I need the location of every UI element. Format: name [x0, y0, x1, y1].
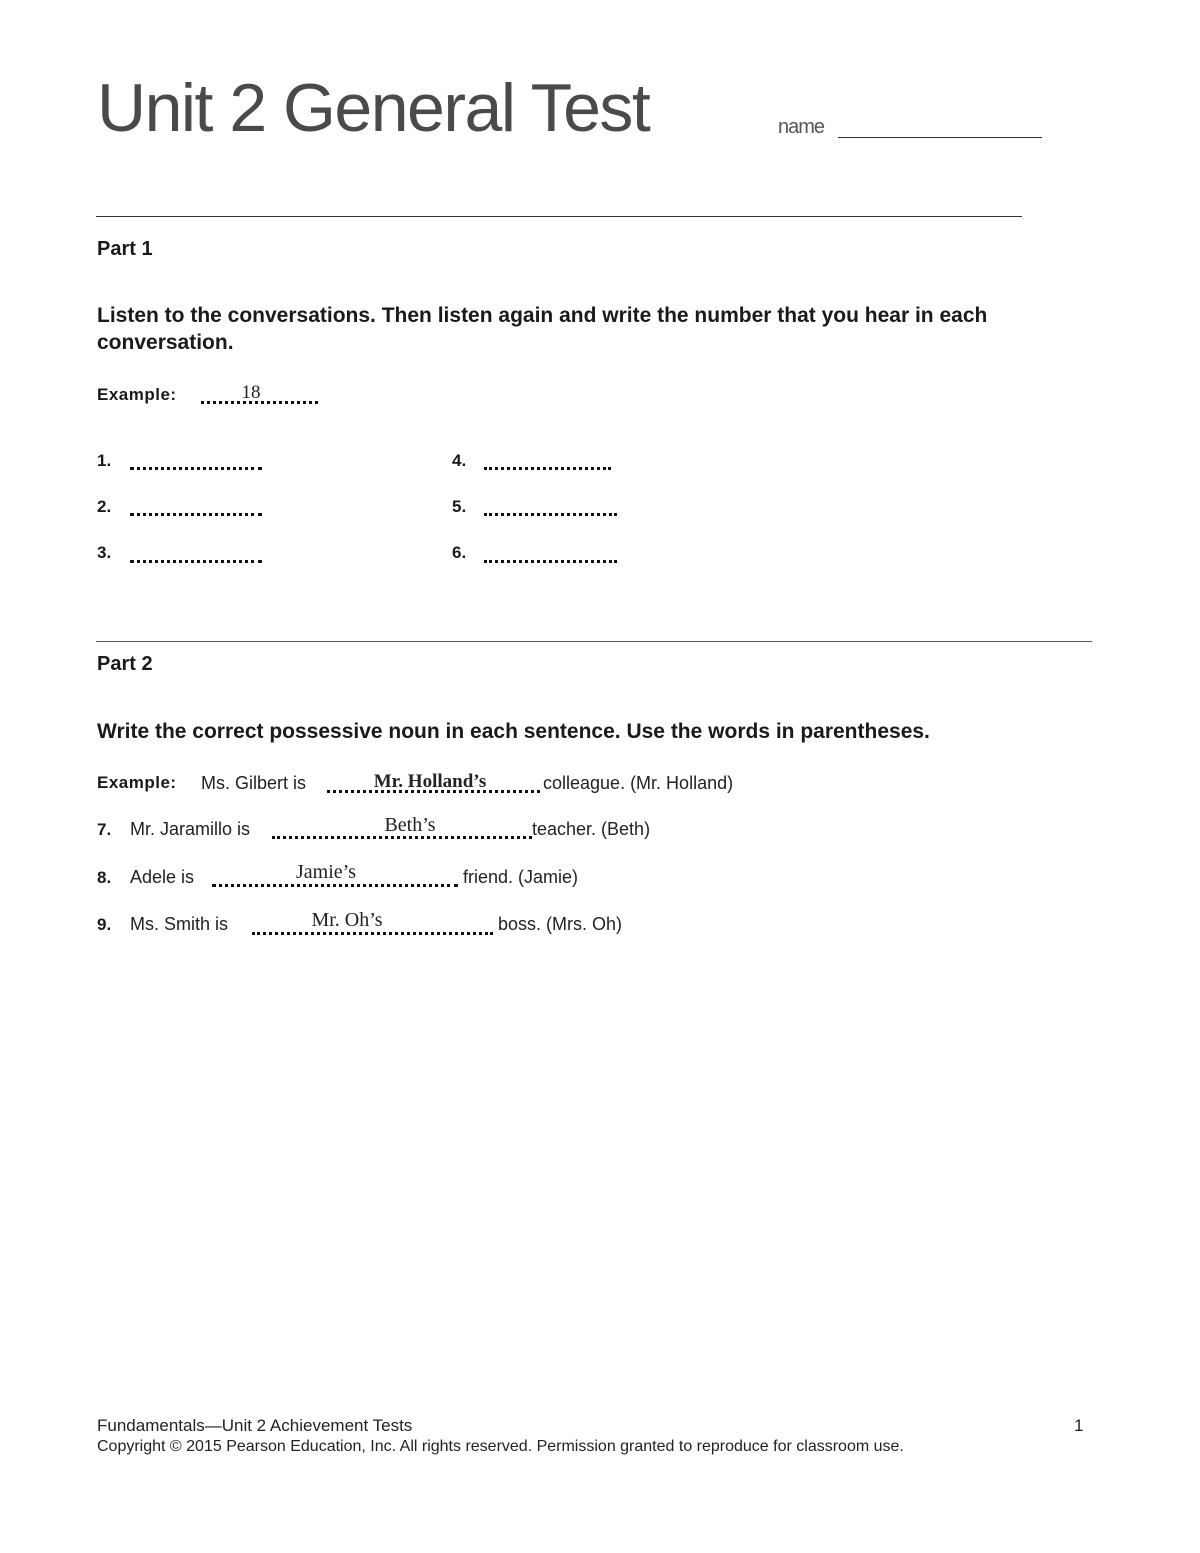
sentence-start: Adele is: [130, 867, 195, 887]
section-divider: [96, 641, 1092, 642]
sentence-start: Ms. Gilbert is: [201, 773, 307, 793]
answer-blank-9[interactable]: [252, 932, 493, 935]
handwritten-answer-9: Mr. Oh’s: [311, 909, 383, 931]
part2-item-number: 7.: [97, 820, 112, 839]
copyright: Copyright © 2015 Pearson Education, Inc. All rights reserved. Permission granted to reproduce for classroom use.: [97, 1438, 904, 1455]
part2-example-label: Example:: [97, 773, 177, 792]
sentence-end: friend. (Jamie): [463, 867, 579, 887]
page-number: 1: [1074, 1416, 1084, 1435]
handwritten-answer-7: Beth’s: [384, 814, 436, 836]
part1-item-number: 2.: [97, 497, 112, 516]
part1-answer-blank-2[interactable]: [130, 513, 262, 516]
part1-item-number: 5.: [452, 497, 467, 516]
sentence-end: colleague. (Mr. Holland): [543, 773, 734, 793]
part1-heading: Part 1: [97, 238, 153, 260]
part2-heading: Part 2: [97, 653, 153, 675]
sentence-start: Mr. Jaramillo is: [130, 819, 251, 839]
name-field[interactable]: [838, 137, 1042, 138]
part1-item-number: 6.: [452, 543, 467, 562]
part1-answer-blank-4[interactable]: [484, 467, 611, 470]
part1-answer-blank-5[interactable]: [484, 513, 617, 516]
part1-answer-blank-6[interactable]: [484, 560, 617, 563]
header-divider: [96, 216, 1022, 217]
part2-item-number: 9.: [97, 915, 112, 934]
part2-example-answer: Mr. Holland’s: [373, 771, 487, 792]
name-label: name: [778, 116, 825, 138]
part1-answer-blank-3[interactable]: [130, 560, 262, 563]
part1-item-number: 3.: [97, 543, 112, 562]
handwritten-answer-8: Jamie’s: [296, 861, 356, 883]
part2-item-number: 8.: [97, 868, 112, 887]
part1-example-answer: 18: [241, 382, 261, 403]
part1-example-label: Example:: [97, 385, 177, 404]
part1-instruction: Listen to the conversations. Then listen again and write the number that you hear in each conversation.: [97, 304, 988, 354]
page-title: Unit 2 General Test: [97, 70, 650, 146]
part1-item-number: 4.: [452, 451, 467, 470]
footer-title: Fundamentals—Unit 2 Achievement Tests: [97, 1416, 413, 1435]
answer-blank-8[interactable]: [212, 884, 458, 887]
sentence-start: Ms. Smith is: [130, 914, 229, 934]
part1-answer-blank-1[interactable]: [130, 467, 262, 470]
sentence-end: teacher. (Beth): [532, 819, 651, 839]
part1-item-number: 1.: [97, 451, 112, 470]
part2-instruction: Write the correct possessive noun in each sentence. Use the words in parentheses.: [97, 720, 930, 743]
sentence-end: boss. (Mrs. Oh): [498, 914, 623, 934]
